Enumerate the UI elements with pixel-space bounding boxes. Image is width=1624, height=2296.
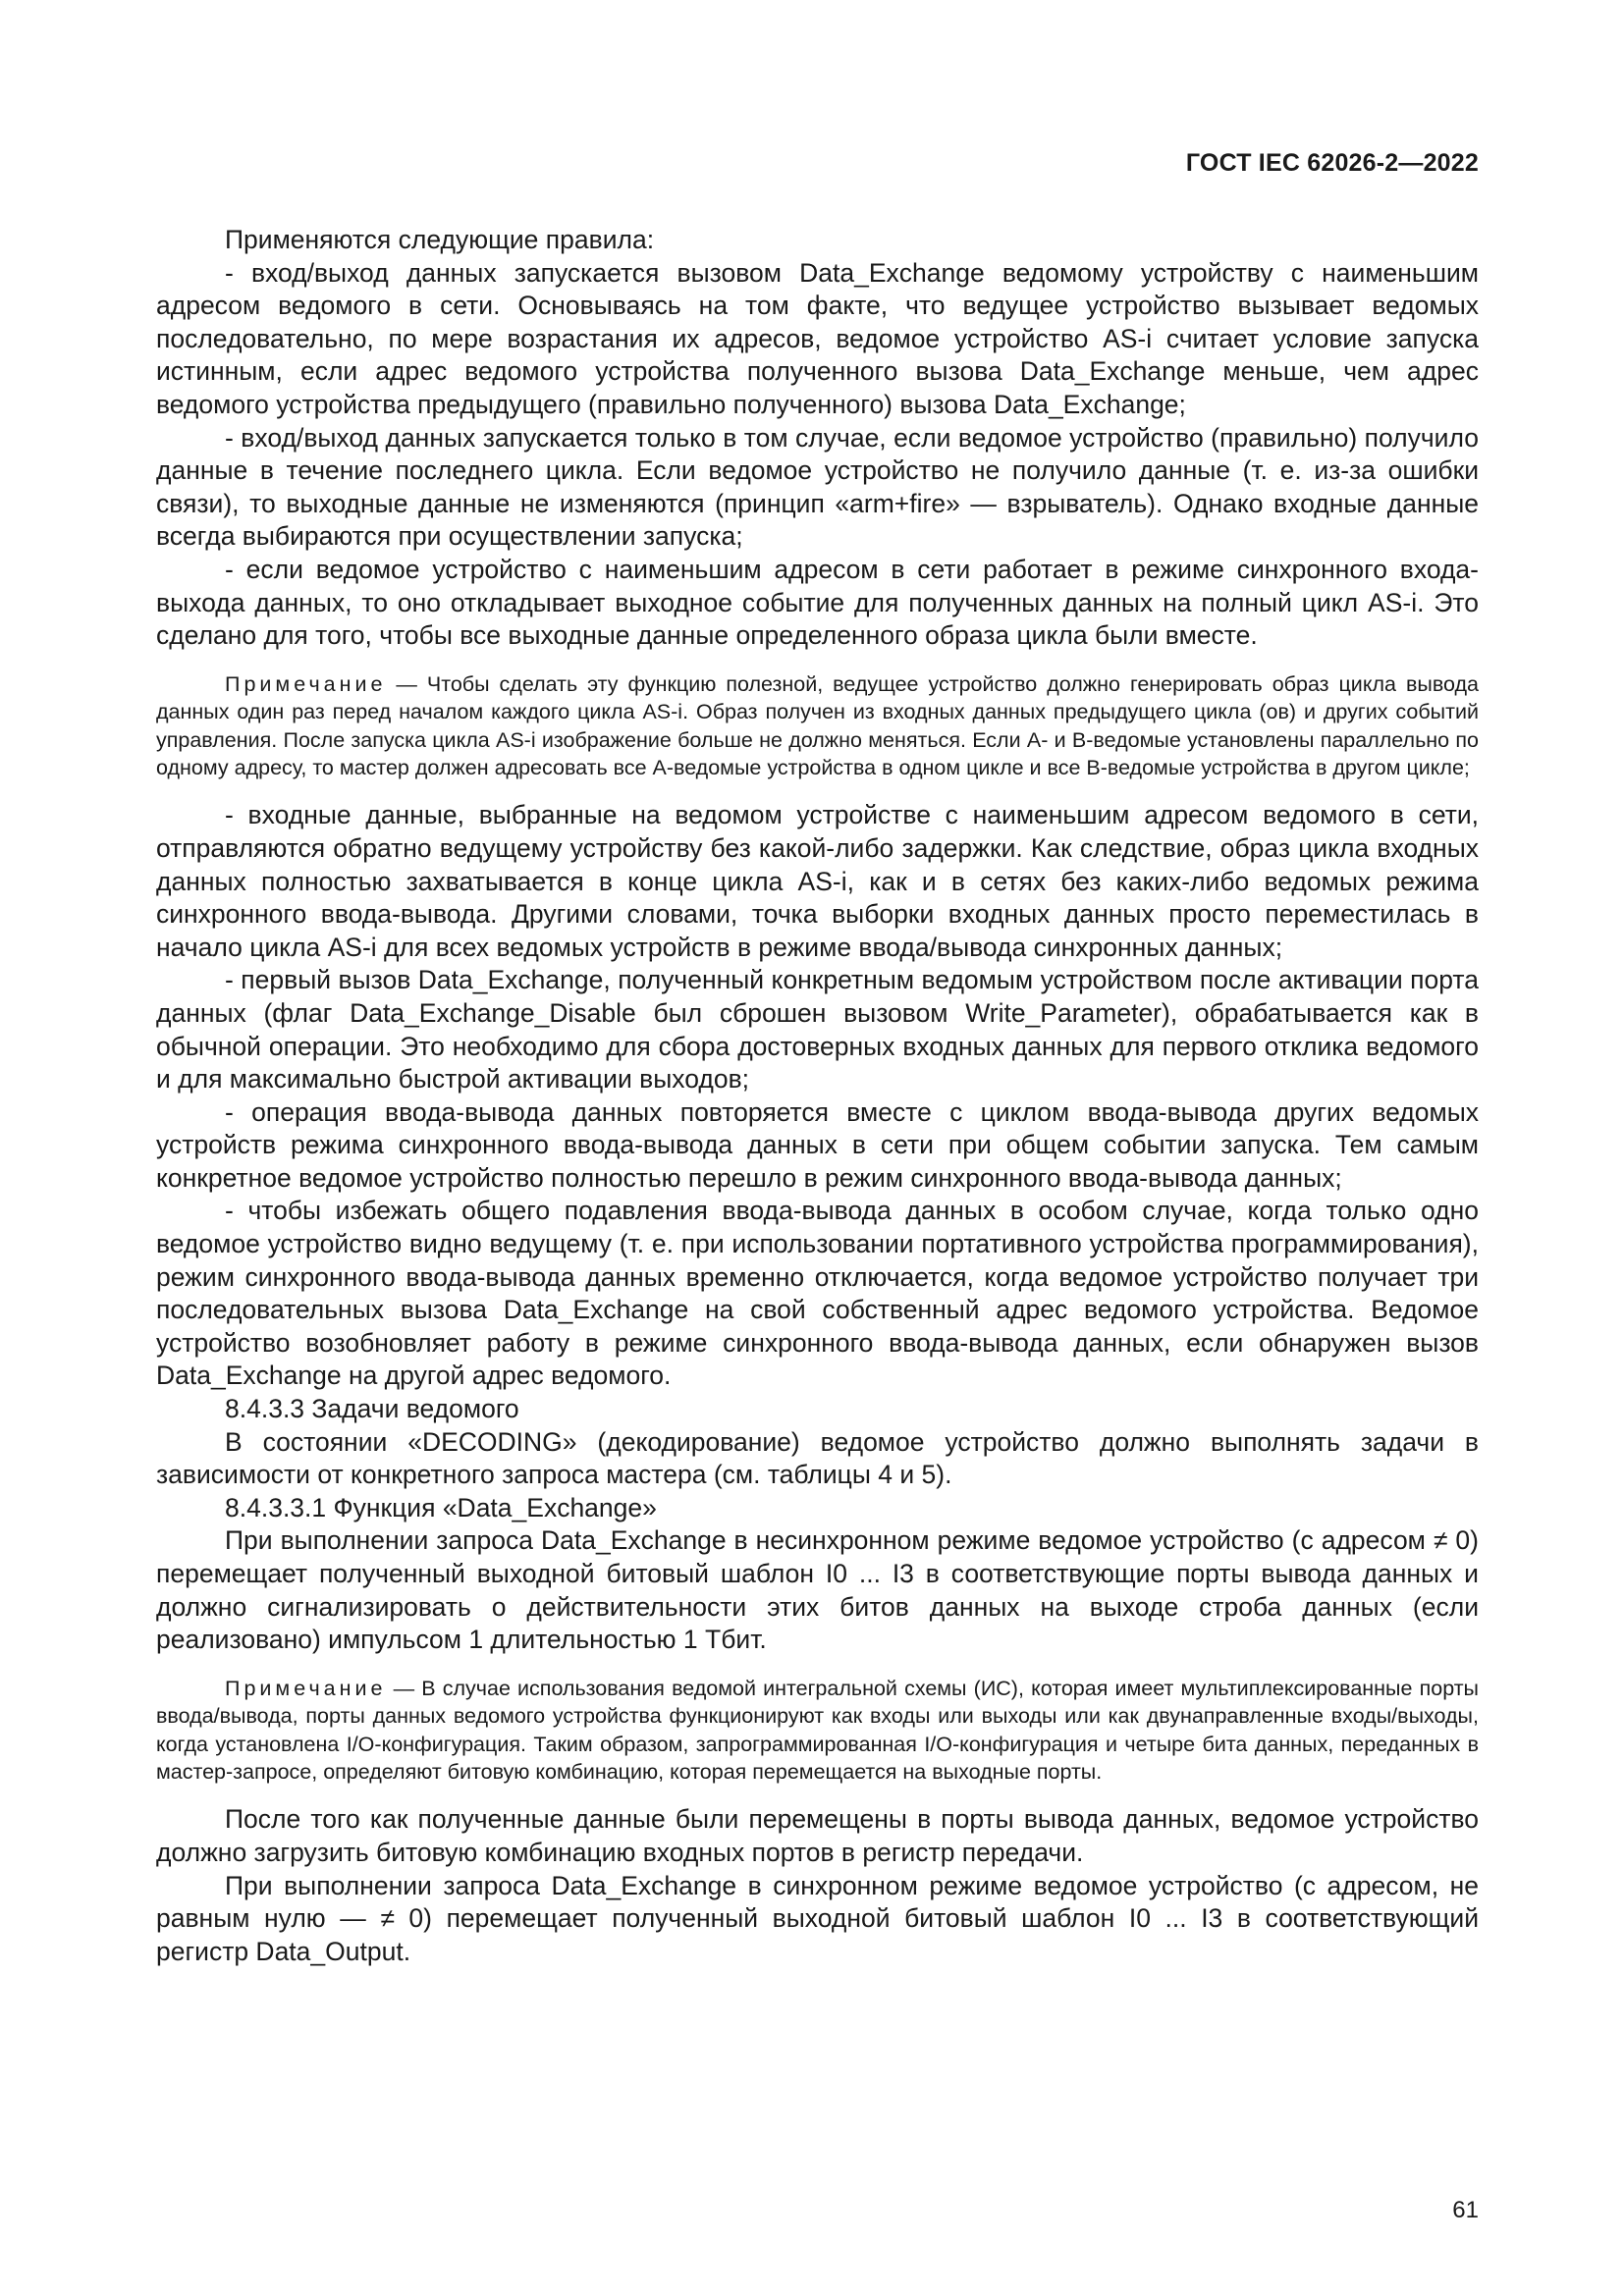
paragraph-decoding-state: В состоянии «DECODING» (декодирование) ведомое устройство должно выполнять задачи в зависимости от конкретного запроса мастера (см. таблицы 4 и 5). (156, 1426, 1479, 1490)
section-heading-data-exchange: 8.4.3.3.1 Функция «Data_Exchange» (225, 1492, 657, 1522)
paragraph-suppression: - чтобы избежать общего подавления ввода-вывода данных в особом случае, когда только одно ведомое устройство видно ведущему (т. е. при использовании портативного устройства программирования), режим синхронного ввода-вывода данных временно отключается, когда ведомое устройство получает три последовательных вызова Data_Exchange на свой собственный адрес ведомого устройства. Ведомое устройство возобновляет работу в режиме синхронного ввода-вывода данных, если обнаружен вызов Data_Exchange на другой адрес ведомого. (156, 1196, 1479, 1391)
paragraph-input-data: - входные данные, выбранные на ведомом устройстве с наименьшим адресом ведомого в сети, отправляются обратно ведущему устройству без какой-либо задержки. Как следствие, образ цикла входных данных полностью захватывается в конце цикла AS-i, как и в сетях без каких-либо ведомых режима синхронного ввода-вывода. Другими словами, точка выборки входных данных просто переместилась в начало цикла AS-i для всех ведомых устройств в режиме ввода/вывода синхронных данных; (156, 800, 1479, 962)
document-body (156, 224, 1479, 1968)
paragraph-load-input: После того как полученные данные были перемещены в порты вывода данных, ведомое устройство должно загрузить битовую комбинацию входных портов в регистр передачи. (156, 1804, 1479, 1867)
paragraph-rule-lowest-address: - если ведомое устройство с наименьшим адресом в сети работает в режиме синхронного входа-выхода данных, то оно откладывает выходное событие для полученных данных на полный цикл AS-i. Это сделано для того, чтобы все выходные данные определенного образа цикла были вместе. (156, 554, 1479, 651)
paragraph-io-repeat: - операция ввода-вывода данных повторяется вместе с циклом ввода-вывода других ведомых устройств режима синхронного ввода-вывода данных в сети при общем событии запуска. Тем самым конкретное ведомое устройство полностью перешло в режим синхронного ввода-вывода данных; (156, 1096, 1479, 1193)
paragraph-first-call: - первый вызов Data_Exchange, полученный конкретным ведомым устройством после активации порта данных (флаг Data_Exchange_Disable был сброшен вызовом Write_Parameter), обрабатывается как в обычной операции. Это необходимо для сбора достоверных входных данных для первого отклика ведомого и для максимально быстрой активации выходов; (156, 965, 1479, 1095)
note-2-label: Примечание (225, 1676, 387, 1700)
note-1 (156, 670, 1479, 782)
paragraph-rule-data-received: - вход/выход данных запускается только в том случае, если ведомое устройство (правильно) получило данные в течение последнего цикла. Если ведомое устройство не получило данные (т. е. из-за ошибки связи), то выходные данные не изменяются (принцип «arm+fire» — взрыватель). Однако входные данные всегда выбираются при осуществлении запуска; (156, 422, 1479, 552)
page-number: 61 (1452, 2197, 1479, 2223)
note-2-text: — В случае использования ведомой интегральной схемы (ИС), которая имеет мультиплексированные порты ввода/вывода, порты данных ведомого устройства функционируют как входы или выходы или как двунаправленные входы/выходы, когда установлена I/O-конфигурация. Таким образом, запрограммированная I/O-конфигурация и четыре бита данных, переданных в мастер-запросе, определяют битовую комбинацию, которая перемещается на выходные порты. (156, 1676, 1479, 1784)
note-1-text: — Чтобы сделать эту функцию полезной, ведущее устройство должно генерировать образ цикла вывода данных один раз перед началом каждого цикла AS-i. Образ получен из входных данных предыдущего цикла (ов) и других событий управления. После запуска цикла AS-i изображение больше не должно меняться. Если А- и В-ведомые установлены параллельно по одному адресу, то мастер должен адресовать все А-ведомые устройства в одном цикле и все В-ведомые устройства в другом цикле; (156, 671, 1479, 779)
note-2 (156, 1675, 1479, 1787)
note-block-2 (156, 1675, 1479, 1787)
paragraph-rule-trigger: - вход/выход данных запускается вызовом Data_Exchange ведомому устройству с наименьшим адресом ведомого в сети. Основываясь на том факте, что ведущее устройство вызывает ведомых последовательно, по мере возрастания их адресов, ведомое устройство AS-i считает условие запуска истинным, если адрес ведомого устройства полученного вызова Data_Exchange меньше, чем адрес ведомого устройства предыдущего (правильно полученного) вызова Data_Exchange; (156, 257, 1479, 419)
paragraph-rules-intro: Применяются следующие правила: (225, 225, 655, 254)
note-1-label: Примечание (225, 671, 387, 696)
paragraph-async-exchange: При выполнении запроса Data_Exchange в несинхронном режиме ведомое устройство (с адресом ≠ 0) перемещает полученный выходной битовый шаблон I0 ... I3 в соответствующие порты вывода данных и должно сигнализировать о действительности этих битов данных на выходе строба данных (если реализовано) импульсом 1 длительностью 1 Тбит. (156, 1525, 1479, 1655)
document-header: ГОСТ IEC 62026-2—2022 (1185, 149, 1479, 177)
section-heading-slave-tasks: 8.4.3.3 Задачи ведомого (225, 1394, 519, 1424)
note-block-1 (156, 670, 1479, 782)
paragraph-sync-exchange: При выполнении запроса Data_Exchange в синхронном режиме ведомое устройство (с адресом, не равным нулю — ≠ 0) перемещает полученный выходной битовый шаблон I0 ... I3 в соответствующий регистр Data_Output. (156, 1870, 1479, 1966)
